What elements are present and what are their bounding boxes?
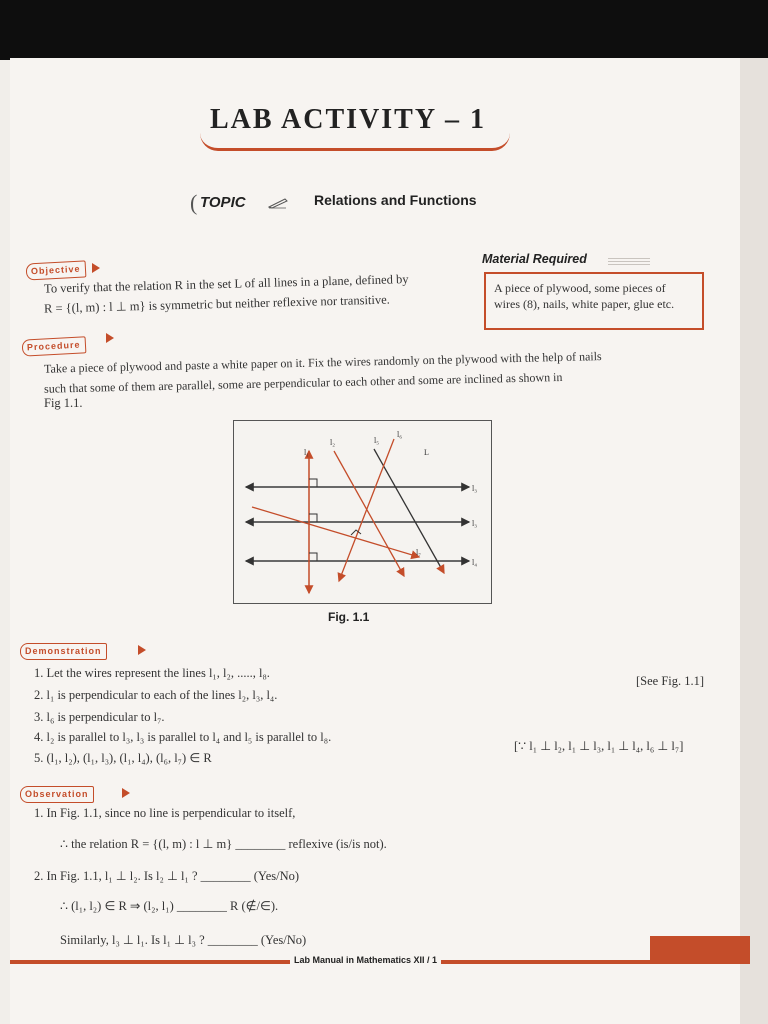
figure-caption: Fig. 1.1 (328, 610, 370, 624)
procedure-line-3: Fig 1.1. (44, 396, 83, 410)
topic-bracket: ( (190, 190, 198, 215)
page-title: LAB ACTIVITY – 1 (210, 104, 487, 135)
label-l1: l₁ (304, 448, 310, 457)
obs-line-1a: 1. In Fig. 1.1, since no line is perpendicular to itself, (34, 806, 296, 820)
lines-diagram (234, 421, 491, 603)
procedure-line-2: such that some of them are parallel, some are perpendicular to each other and some are inclined as shown in (43, 369, 563, 396)
pen-icon (268, 197, 288, 209)
obs-line-1b: ∴ the relation R = {(l, m) : l ⊥ m} ________ reflexive (is/is not). (60, 837, 387, 851)
footer-text: Lab Manual in Mathematics XII / 1 (290, 955, 441, 965)
arrow-icon (106, 333, 114, 343)
label-l4: l₄ (472, 558, 478, 567)
observation-label: Observation (20, 786, 94, 803)
label-l7: l₇ (416, 548, 422, 557)
reason-note: [∵ l₁ ⊥ l₂, l₁ ⊥ l₃, l₁ ⊥ l₄, l₆ ⊥ l₇] (514, 739, 684, 753)
arrow-icon (138, 645, 146, 655)
arrow-icon (92, 263, 100, 273)
demo-item-5: 5. (l₁, l₂), (l₁, l₃), (l₁, l₄), (l₆, l₇) ∈ R (34, 751, 212, 765)
line-l7 (252, 507, 422, 557)
procedure-label: Procedure (22, 336, 86, 356)
objective-line-1: To verify that the relation R in the set L of all lines in a plane, defined by (43, 272, 409, 296)
topic-label: TOPIC (200, 194, 246, 211)
figure-frame (233, 420, 492, 604)
label-l6: l₆ (397, 430, 403, 439)
see-fig-note: [See Fig. 1.1] (636, 674, 705, 688)
line-l5 (334, 451, 404, 576)
demo-item-3: 3. l₆ is perpendicular to l₇. (34, 710, 165, 724)
material-box: A piece of plywood, some pieces of wires (8), nails, white paper, glue etc. (484, 272, 704, 330)
label-L: L (424, 448, 429, 457)
material-required-title: Material Required (482, 252, 587, 266)
objective-label: Objective (26, 260, 86, 280)
label-l3b: l₃ (472, 519, 478, 528)
demo-item-2: 2. l₁ is perpendicular to each of the lines l₂, l₃, l₄. (34, 688, 278, 702)
demo-item-4: 4. l₂ is parallel to l₃, l₃ is parallel to l₄ and l₅ is parallel to l₈. (34, 730, 332, 744)
label-l3a: l₃ (472, 484, 478, 493)
label-l2: l₂ (330, 438, 336, 447)
arrow-icon (122, 788, 130, 798)
demonstration-label: Demonstration (20, 643, 107, 660)
topic-text: Relations and Functions (314, 192, 477, 208)
obs-line-2b: ∴ (l₁, l₂) ∈ R ⇒ (l₂, l₁) ________ R (∉/∈). (60, 899, 279, 913)
label-l5: l₅ (374, 436, 380, 445)
procedure-line-1: Take a piece of plywood and paste a white paper on it. Fix the wires randomly on the plywood with the help of nails (43, 349, 602, 376)
obs-line-2a: 2. In Fig. 1.1, l₁ ⊥ l₂. Is l₂ ⊥ l₁ ? ________ (Yes/No) (34, 869, 300, 883)
obs-line-2c: Similarly, l₃ ⊥ l₁. Is l₁ ⊥ l₃ ? ________ (Yes/No) (60, 933, 307, 947)
decorative-stripes (608, 258, 650, 266)
objective-line-2: R = {(l, m) : l ⊥ m} is symmetric but neither reflexive nor transitive. (43, 292, 390, 316)
top-dark-band (0, 0, 768, 60)
demo-item-1: 1. Let the wires represent the lines l₁, l₂, ....., l₈. (34, 666, 270, 680)
page-edge (740, 58, 768, 1024)
line-l6 (339, 439, 394, 581)
